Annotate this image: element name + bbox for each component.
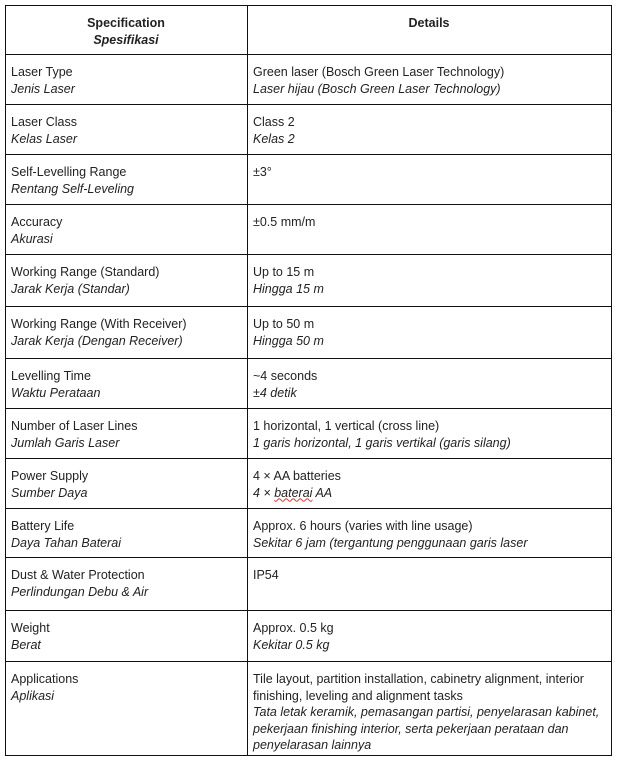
detail-id: Sekitar 6 jam (tergantung penggunaan garis laser [253, 535, 528, 550]
details-cell [248, 155, 612, 205]
spec-en: Working Range (With Receiver) [11, 317, 187, 331]
table-row [6, 105, 612, 155]
spec-id: Rentang Self-Leveling [11, 181, 134, 196]
spec-cell [6, 205, 248, 255]
spec-en: Accuracy [11, 215, 63, 229]
spec-cell [6, 558, 248, 611]
spec-id: Kelas Laser [11, 131, 78, 146]
spec-cell [6, 307, 248, 359]
table-row [6, 611, 612, 662]
detail-id: ±4 detik [253, 385, 297, 400]
header-spec-id: Spesifikasi [93, 32, 159, 47]
header-spec [6, 6, 248, 55]
details-cell [248, 307, 612, 359]
spec-cell [6, 155, 248, 205]
details-cell [248, 409, 612, 459]
spec-id: Jarak Kerja (Standar) [11, 281, 130, 296]
detail-id [253, 485, 605, 502]
spec-id: Perlindungan Debu & Air [11, 584, 149, 599]
details-cell [248, 662, 612, 756]
detail-en: ±0.5 mm/m [253, 215, 316, 229]
spec-id: Jarak Kerja (Dengan Receiver) [11, 333, 183, 348]
detail-en: Up to 50 m [253, 317, 315, 331]
spec-en: Battery Life [11, 519, 75, 533]
spec-id: Waktu Perataan [11, 385, 101, 400]
spec-id: Berat [11, 637, 41, 652]
detail-id: Laser hijau (Bosch Green Laser Technology) [253, 81, 501, 96]
detail-en: Tile layout, partition installation, cabinetry alignment, interior finishing, leveling and alignment tasks [253, 672, 584, 703]
spec-en: Laser Class [11, 115, 77, 129]
detail-id: Tata letak keramik, pemasangan partisi, penyelarasan kabinet, pekerjaan finishing interior, serta pekerjaan perataan dan penyelarasan lainnya [253, 705, 600, 752]
table-row [6, 307, 612, 359]
table-row [6, 459, 612, 509]
spec-cell [6, 409, 248, 459]
detail-id-part: 4 × [253, 485, 275, 500]
spec-cell [6, 459, 248, 509]
details-cell [248, 558, 612, 611]
detail-id: 1 garis horizontal, 1 garis vertikal (garis silang) [253, 435, 511, 450]
spec-cell [6, 611, 248, 662]
detail-en: Approx. 0.5 kg [253, 621, 334, 635]
detail-en: 4 × AA batteries [253, 469, 341, 483]
spec-cell [6, 105, 248, 155]
spec-en: Working Range (Standard) [11, 265, 160, 279]
detail-id-misspelled: baterai [274, 485, 313, 500]
spec-table [5, 5, 612, 756]
table-row [6, 55, 612, 105]
table-row [6, 155, 612, 205]
details-cell [248, 509, 612, 558]
details-cell [248, 459, 612, 509]
table-row [6, 558, 612, 611]
spec-cell [6, 255, 248, 307]
spec-cell [6, 662, 248, 756]
detail-en: Class 2 [253, 115, 295, 129]
spec-en: Dust & Water Protection [11, 568, 145, 582]
detail-en: 1 horizontal, 1 vertical (cross line) [253, 419, 440, 433]
details-cell [248, 255, 612, 307]
table-row [6, 409, 612, 459]
spec-en: Applications [11, 672, 79, 686]
table-row [6, 205, 612, 255]
spec-en: Laser Type [11, 65, 73, 79]
detail-en: ±3° [253, 165, 272, 179]
header-details: Details [248, 6, 612, 55]
detail-en: Up to 15 m [253, 265, 315, 279]
detail-id: Hingga 15 m [253, 281, 324, 296]
details-cell [248, 611, 612, 662]
table-row [6, 359, 612, 409]
spec-en: Levelling Time [11, 369, 91, 383]
spec-cell [6, 359, 248, 409]
table-row [6, 255, 612, 307]
detail-en: Approx. 6 hours (varies with line usage) [253, 519, 473, 533]
spec-id: Aplikasi [11, 688, 55, 703]
detail-id: Kekitar 0.5 kg [253, 637, 330, 652]
detail-en: Green laser (Bosch Green Laser Technology) [253, 65, 505, 79]
table-row [6, 662, 612, 756]
spec-en: Power Supply [11, 469, 89, 483]
details-cell [248, 105, 612, 155]
header-spec-en: Specification [87, 16, 165, 30]
spec-id: Jenis Laser [11, 81, 75, 96]
detail-id: Kelas 2 [253, 131, 295, 146]
details-cell [248, 55, 612, 105]
spec-en: Weight [11, 621, 50, 635]
header-row [6, 6, 612, 55]
detail-id-part: AA [312, 485, 333, 500]
detail-id: Hingga 50 m [253, 333, 324, 348]
details-cell [248, 359, 612, 409]
details-cell [248, 205, 612, 255]
spec-id: Daya Tahan Baterai [11, 535, 122, 550]
spec-en: Number of Laser Lines [11, 419, 138, 433]
spec-en: Self-Levelling Range [11, 165, 127, 179]
detail-en: IP54 [253, 568, 279, 582]
spec-cell [6, 509, 248, 558]
spec-id: Sumber Daya [11, 485, 88, 500]
spec-cell [6, 55, 248, 105]
table-row [6, 509, 612, 558]
spec-id: Jumlah Garis Laser [11, 435, 120, 450]
spec-id: Akurasi [11, 231, 53, 246]
detail-en: ~4 seconds [253, 369, 318, 383]
